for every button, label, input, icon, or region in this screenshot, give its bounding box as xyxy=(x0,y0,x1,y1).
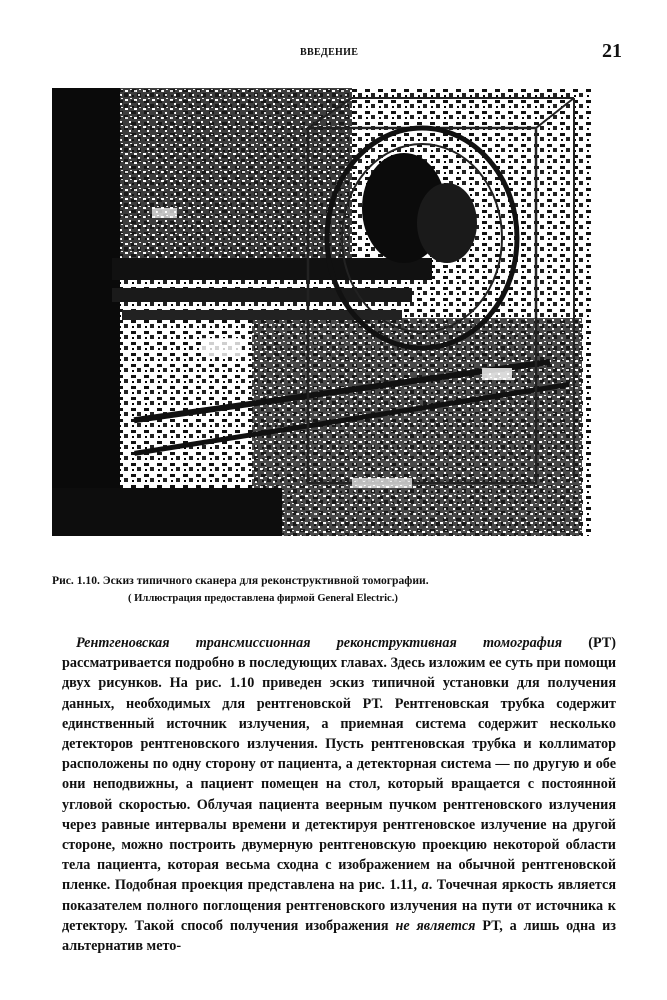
body-paragraph xyxy=(62,633,616,956)
caption-line-1: Рис. 1.10. Эскиз типичного сканера для реконструктивной томографии. xyxy=(52,574,429,587)
figure-caption xyxy=(52,572,612,608)
figure-letter: а xyxy=(421,877,429,894)
scanner-photo xyxy=(52,88,592,536)
paragraph-1 xyxy=(62,633,616,956)
text-run: . Точечная яркость является показателем полного поглощения рентгеновского излучения на пути от источника к детектору. Такой способ получения изображения xyxy=(62,877,616,934)
text-run: (РТ) рассматривается подробно в последующих главах. Здесь изложим ее суть при помощи двух рисунков. На рис. 1.10 приведен эскиз типичной установки для получения данных, необходимых для рентгеновской РТ. Рентгеновская трубка содержит единственный источник излучения, а приемная система содержит несколько детекторов рентгеновского излучения. Пусть рентгеновская трубка и коллиматор расположены по одну сторону от пациента, а детекторная система — по другую и обе они неподвижны, а пациент помещен на стол, который вращается с постоянной угловой скоростью. Облучая пациента веерным пучком рентгеновского излучения через равные интервалы времени и детектируя рентгеновское излучение на другой стороне, можно построить двумерную рентгеновскую проекцию некоторой области тела пациента, которая весьма сходна с изображением на обычной рентгеновской пленке. Подобная проекция представлена на рис. 1.11, xyxy=(62,635,616,894)
text-run: РТ, а лишь одна из альтернатив мето- xyxy=(62,917,616,955)
term-italic: Рентгеновская трансмиссионная реконструктивная томография xyxy=(76,635,563,651)
page-number: 21 xyxy=(602,40,622,62)
caption-line-2: ( Иллюстрация предоставлена фирмой General Electric.) xyxy=(128,593,398,604)
page-header xyxy=(0,40,667,70)
running-head: ВВЕДЕНИЕ xyxy=(300,47,359,58)
emphasis-italic: не является xyxy=(395,917,476,934)
